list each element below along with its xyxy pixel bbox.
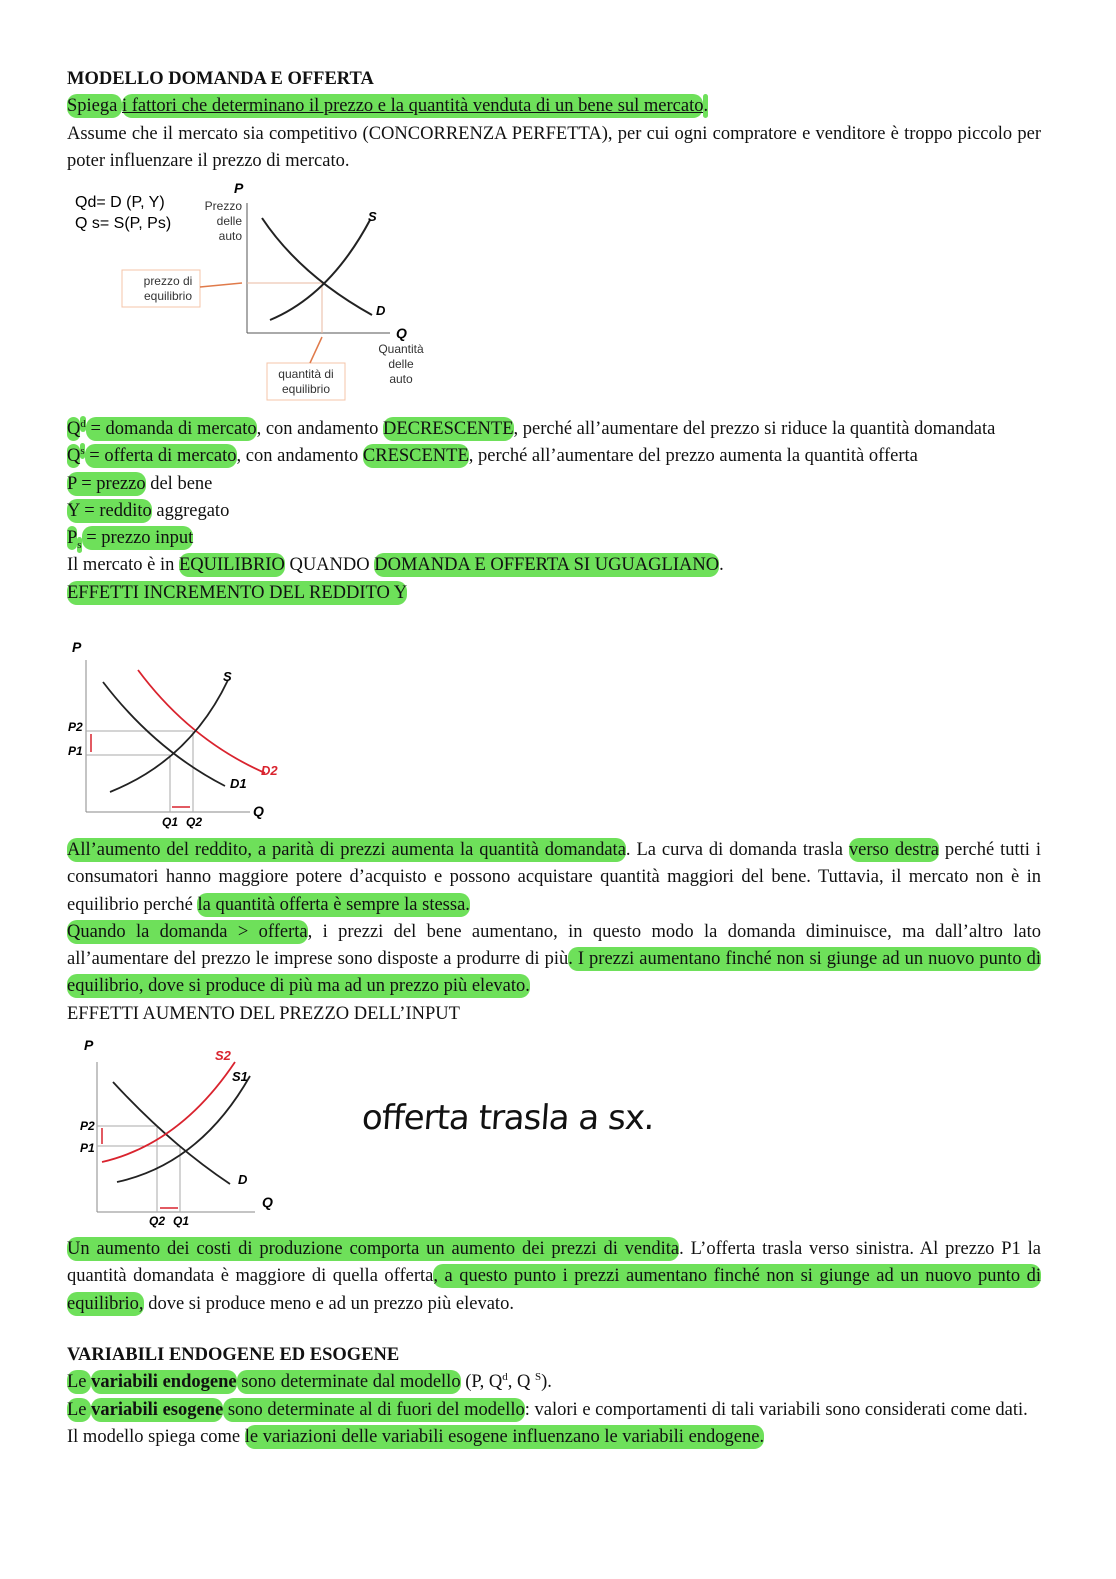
p1-label: P1 [68,744,83,758]
highlighted-text: le variazioni delle variabili esogene influenzano le variabili endogene. [244,1426,765,1447]
formula-supply: Q s= S(P, Ps) [75,215,172,232]
highlighted-text: All’aumento del reddito, a parità di prezzi aumenta la quantità domandata [67,840,626,860]
highlighted-text: Q [67,419,81,439]
text-run: . L’offerta trasla verso sinistra. Al prezzo P1 la quantità domandata è maggiore di quella offerta [67,1239,1041,1287]
highlighted-text: Y = reddito [67,500,152,521]
text-run: QUANDO [284,555,375,576]
s2-label: S2 [215,1048,231,1063]
text-run: : valori e comportamenti di tali variabili sono considerati come dati. [524,1399,1028,1420]
highlighted-text: d [80,417,86,430]
price-callout-text: equilibrio [143,289,193,303]
paragraph [67,121,1041,176]
income-effects-section [67,837,1041,1028]
highlighted-text: Un aumento dei costi di produzione comporta un aumento dei prezzi di vendita [67,1239,680,1259]
paragraph [67,525,1041,552]
highlighted-text: Quando la domanda > offerta [67,921,308,942]
income-increase-chart [60,630,300,830]
supply-curve-s1 [117,1076,250,1182]
text-run: , perché all’aumentare del prezzo si riduce la quantità domandata [513,419,996,439]
text-run: del bene [145,473,213,494]
text-run: , perché all’aumentare del prezzo aumenta la quantità offerta [468,446,918,467]
highlighted-text: P = prezzo [67,473,146,494]
text-run: Assume che il mercato sia [67,123,269,144]
q2-label: Q2 [149,1214,166,1228]
y-label-line: delle [216,214,242,228]
demand-label: D [238,1172,248,1187]
x-label-line: auto [389,372,413,386]
supply-label: S [368,209,377,224]
qty-callout-text: equilibrio [281,382,331,396]
handwritten-note: offerta trasla a sx. [360,1098,656,1138]
text-run: d [502,1371,508,1384]
demand-curve [113,1082,230,1184]
text-run: , con andamento [236,446,363,467]
y-axis-label: P [84,1037,94,1053]
x-axis-label: Q [262,1194,273,1210]
text-run: Il modello spiega come [67,1426,245,1447]
highlighted-text: Le [67,1372,92,1393]
demand-label: D [376,303,386,318]
formula-demand: Qd= D (P, Y) [75,194,165,211]
variables-section [67,1342,1041,1451]
highlighted-text: Spiega [67,96,122,117]
y-axis-label: P [234,180,244,196]
highlighted-text: = offerta di mercato [84,446,237,467]
paragraph [67,919,1041,1001]
p2-label: P2 [68,720,83,734]
d2-label: D2 [261,763,278,778]
highlighted-text: Le [67,1399,92,1420]
qty-callout-text: quantità di [278,367,334,381]
highlighted-text: EFFETTI INCREMENTO DEL REDDITO Y [67,582,408,603]
q1-label: Q1 [162,815,179,829]
x-label-line: delle [388,357,414,371]
supply-curve [110,680,228,792]
qty-callout-arrow [310,337,322,363]
x-axis-label: Q [253,803,264,819]
paragraph [67,93,1041,120]
text-run: , i prezzi del bene aumentano, in questo modo la domanda diminuisce, ma dall’altro lato all’aumentare del prezzo le imprese sono disposte a produrre di più [67,921,1041,970]
intro-section [67,66,1041,175]
highlighted-text: Q [67,446,81,467]
highlighted-text: variabili endogene [91,1372,237,1393]
text-run: ). [541,1372,552,1393]
paragraph [67,552,1041,579]
paragraph [67,1369,1041,1396]
highlighted-text: , a questo punto i prezzi aumentano finché non si giunge ad un nuovo punto di equilibrio, [67,1266,1041,1314]
text-run: (P, Q [460,1372,503,1393]
text-run: competitivo (CONCORRENZA PERFETTA), per cui ogni compratore e venditore è troppo piccolo per poter influenzare il prezzo di mercato. [67,123,1041,171]
paragraph [67,416,1041,443]
highlighted-text: variabili esogene [91,1399,224,1420]
text-run: S [534,1371,542,1384]
paragraph [67,443,1041,470]
y-label-line: Prezzo [204,199,242,213]
text-run: MODELLO DOMANDA E OFFERTA [67,69,374,89]
input-price-chart [60,1034,300,1229]
text-run: Il mercato è in [67,555,179,576]
d1-label: D1 [230,776,247,791]
paragraph [67,1342,1041,1369]
q1-label: Q1 [173,1214,190,1228]
paragraph [67,1424,1041,1451]
highlighted-text: la quantità offerta è sempre la stessa. [197,894,470,915]
highlighted-text: verso destra [848,840,940,860]
text-run: dove si produce meno e ad un prezzo più elevato. [143,1293,514,1314]
paragraph [67,66,1041,93]
demand-curve-d1 [103,682,225,786]
price-callout-text: prezzo di [143,274,193,288]
text-run: VARIABILI ENDOGENE ED ESOGENE [67,1345,400,1365]
p2-label: P2 [80,1119,95,1133]
supply-curve-s2 [102,1062,235,1162]
highlighted-text: CRESCENTE [362,446,469,467]
highlighted-text: = prezzo input [81,528,194,549]
demand-curve [262,218,372,315]
highlighted-text: EQUILIBRIO [178,555,285,576]
text-run: aggregato [151,500,230,521]
highlighted-text: s [80,445,85,458]
text-run: perché tutti i consumatori hanno maggiore potere d’acquisto e possono acquistare quantità maggiori del bene. Tuttavia, il mercato non è in equilibrio perché [67,840,1041,915]
demand-curve-d2 [138,670,265,773]
supply-demand-diagram [60,175,460,405]
x-axis-label: Q [396,325,407,341]
text-run: EFFETTI AUMENTO DEL PREZZO DELL’INPUT [67,1003,460,1024]
paragraph [67,837,1041,919]
highlighted-text: . [703,96,709,117]
highlighted-text: . I prezzi aumentano finché non si giunge ad un nuovo punto di equilibrio, dove si produce di più ma ad un prezzo più elevato. [67,949,1041,997]
highlighted-text: sono determinate dal modello [236,1372,461,1393]
highlighted-text: = domanda di mercato [85,419,257,439]
paragraph [67,1236,1041,1318]
definitions-section [67,416,1041,607]
text-run: , Q [507,1372,535,1393]
paragraph [67,498,1041,525]
y-axis-label: P [72,639,82,655]
highlighted-text: P [67,528,78,549]
text-run: , con andamento [256,419,383,439]
paragraph [67,1397,1041,1424]
s1-label: S1 [232,1069,248,1084]
supply-label: S [223,669,232,684]
highlighted-text: DOMANDA E OFFERTA SI UGUAGLIANO [374,555,720,576]
highlighted-text: DECRESCENTE [382,419,514,439]
price-callout-arrow [200,283,242,287]
text-run: . [719,555,724,576]
paragraph [67,580,1041,607]
highlighted-text: i fattori che determinano il prezzo e la quantità venduta di un bene sul mercato [121,96,704,117]
q2-label: Q2 [186,815,203,829]
text-run: . La curva di domanda trasla [625,840,849,860]
p1-label: P1 [80,1141,95,1155]
highlighted-text: s [77,538,82,551]
y-label-line: auto [218,229,242,243]
highlighted-text: sono determinate al di fuori del modello [223,1399,525,1420]
paragraph [67,1001,1041,1028]
input-effects-section [67,1236,1041,1318]
paragraph [67,471,1041,498]
x-label-line: Quantità [378,342,424,356]
